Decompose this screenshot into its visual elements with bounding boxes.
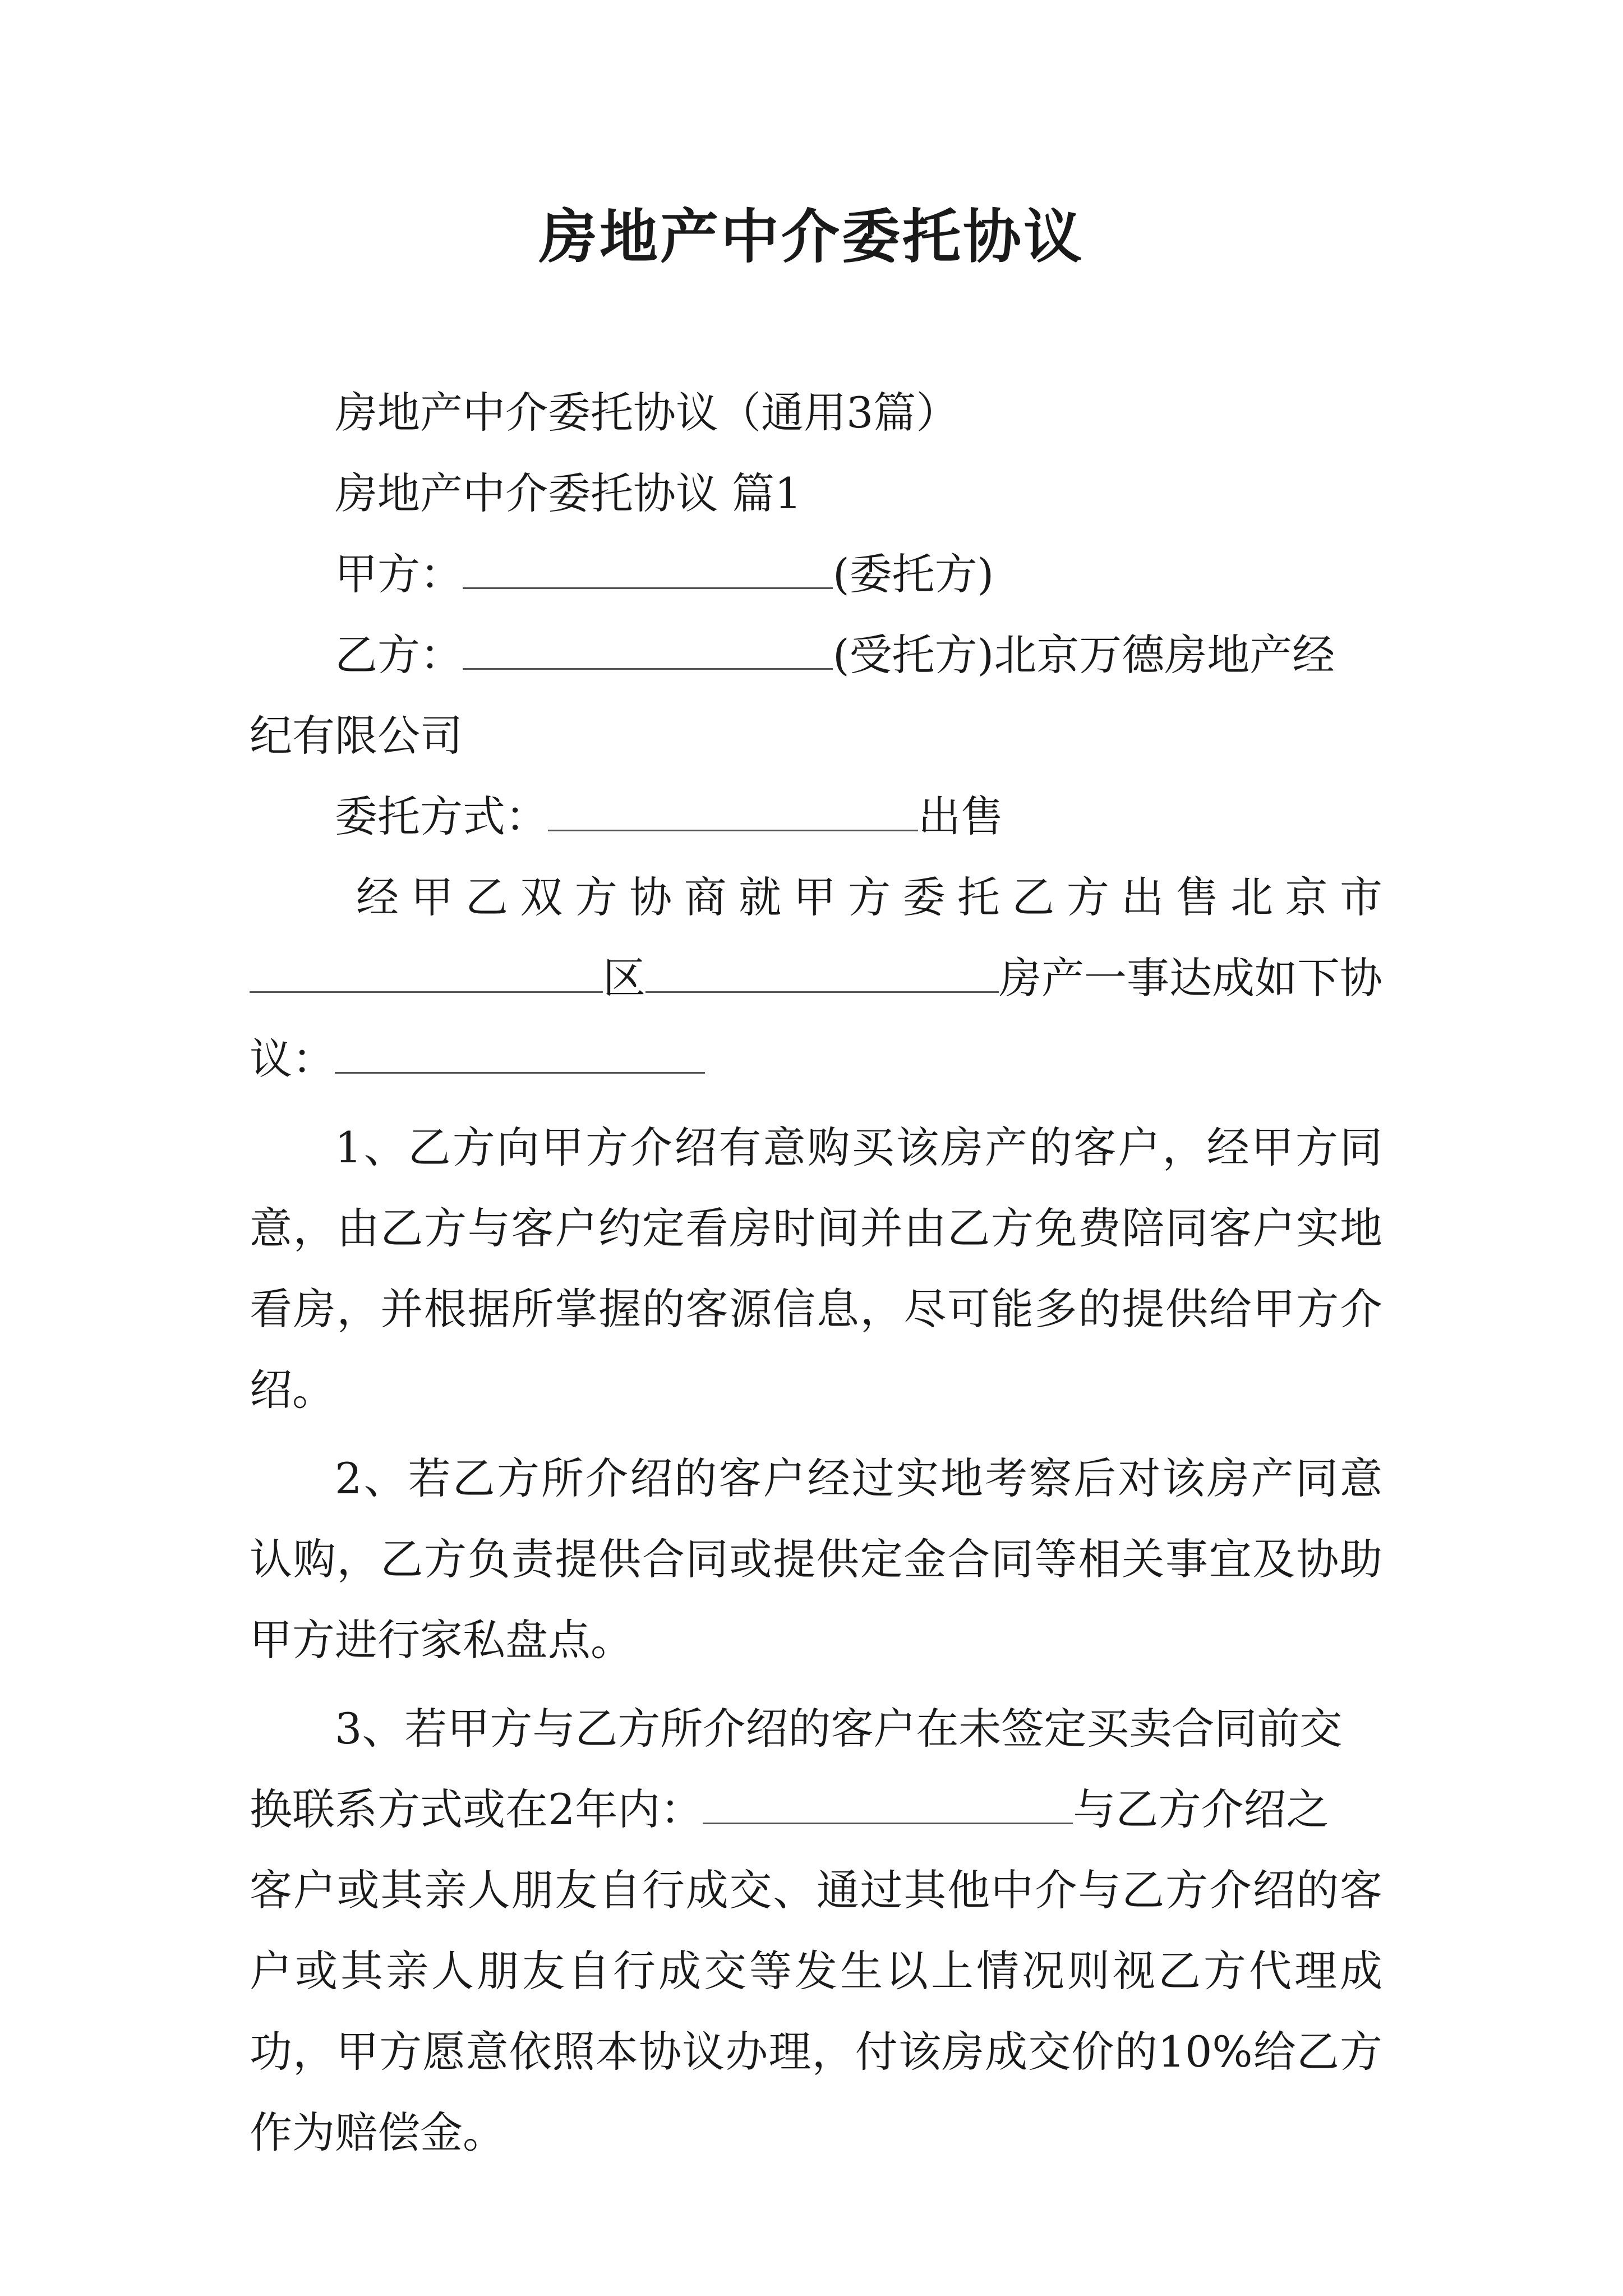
clause-3-second-start: 换联系方式或在2年内： (250, 1784, 703, 1834)
party-a-label: 甲方： (335, 549, 463, 599)
party-a-suffix: (委托方) (833, 549, 994, 599)
method-blank (548, 795, 918, 831)
party-a-line (250, 534, 1382, 615)
clause-3-first: 3、若甲方与乙方所介绍的客户在未签定买卖合同前交 (335, 1704, 1343, 1754)
clause-3-rest: 客户或其亲人朋友自行成交、通过其他中介与乙方介绍的客户或其亲人朋友自行成交等发生以上情况则视乙方代理成功，甲方愿意依照本协议办理，付该房成交价的10%给乙方作为赔偿金。 (250, 1865, 1382, 2157)
party-b-suffix: (受托方)北京万德房地产经 (833, 630, 1335, 680)
intro-end: 房产一事达成如下协 (999, 953, 1382, 1003)
method-suffix: 出售 (918, 792, 1003, 841)
part-heading: 房地产中介委托协议 篇1 (335, 468, 802, 518)
document-body (250, 372, 1382, 2173)
subtitle: 房地产中介委托协议（通用3篇） (335, 388, 959, 438)
intro-district-blank (250, 956, 603, 993)
method-label: 委托方式： (335, 792, 548, 841)
intro-line-1: 经甲乙双方协商就甲方委托乙方出售北京市 (356, 872, 1382, 922)
intro-line-2 (250, 938, 1382, 1019)
clause-2: 2、若乙方所介绍的客户经过实地考察后对该房产同意认购，乙方负责提供合同或提供定金合同等相关事宜及协助甲方进行家私盘点。 (250, 1453, 1382, 1665)
clause-3-second (250, 1769, 1382, 1850)
clause-3-second-end: 与乙方介绍之 (1073, 1784, 1329, 1834)
intro-agreement-blank (335, 1037, 705, 1074)
method-line (250, 776, 1382, 857)
party-b-label: 乙方： (335, 630, 463, 680)
document-title: 房地产中介委托协议 (538, 202, 1084, 271)
intro-line-3 (250, 1019, 1382, 1099)
intro-line3-start: 议： (250, 1034, 335, 1084)
party-b-blank (463, 633, 833, 670)
party-b-line (250, 615, 1382, 696)
party-a-blank (463, 553, 833, 589)
intro-district: 区 (603, 953, 645, 1003)
party-b-continued: 纪有限公司 (250, 711, 463, 761)
intro-address-blank (645, 956, 999, 993)
clause-1: 1、乙方向甲方介绍有意购买该房产的客户，经甲方同意，由乙方与客户约定看房时间并由乙方免费陪同客户实地看房，并根据所掌握的客源信息，尽可能多的提供给甲方介绍。 (250, 1122, 1382, 1415)
clause-3-blank (703, 1788, 1073, 1824)
